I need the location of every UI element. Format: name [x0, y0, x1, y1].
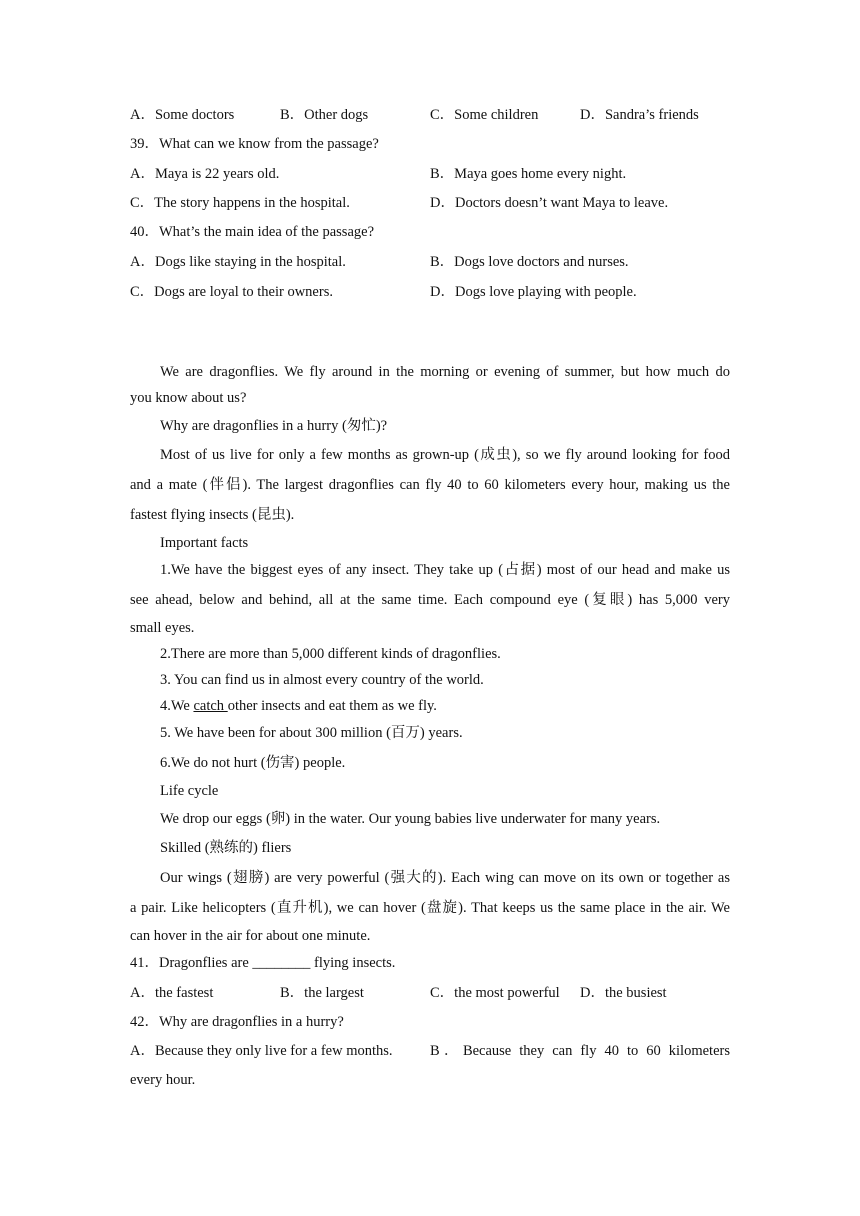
- passage-skilled-line-3: can hover in the air for about one minute.: [130, 928, 371, 944]
- passage-life-cycle-text: We drop our eggs (卵) in the water. Our young babies live underwater for many years.: [160, 811, 661, 827]
- q38-option-d: D．Sandra’s friends: [580, 107, 699, 123]
- q38-option-c: C．Some children: [430, 107, 539, 123]
- q41-option-c: C．the most powerful: [430, 985, 560, 1001]
- passage-fact1-line-2: see ahead, below and behind, all at the same time. Each compound eye (复眼) has 5,000 very: [130, 592, 730, 608]
- passage-heading-facts: Important facts: [160, 535, 249, 551]
- q41-option-d: D．the busiest: [580, 985, 667, 1001]
- passage-fact-4: [160, 697, 437, 715]
- q40-option-a: A．Dogs like staying in the hospital.: [130, 254, 346, 270]
- q42-option-b: B．Because they can fly 40 to 60 kilometers: [430, 1043, 730, 1059]
- passage-intro-line-1: We are dragonflies. We fly around in the morning or evening of summer, but how much do: [160, 364, 730, 380]
- passage-heading-hurry: Why are dragonflies in a hurry (匆忙)?: [160, 418, 388, 434]
- q40-stem: 40．What’s the main idea of the passage?: [130, 224, 375, 240]
- q41-option-b: B．the largest: [280, 985, 364, 1001]
- passage-skilled-line-1: Our wings (翅膀) are very powerful (强大的). Each wing can move on its own or together as: [160, 870, 730, 886]
- q39-option-a: A．Maya is 22 years old.: [130, 166, 280, 182]
- fact4-suffix: other insects and eat them as we fly.: [227, 698, 437, 714]
- q41-option-a: A．the fastest: [130, 985, 214, 1001]
- q42-option-a: A．Because they only live for a few months.: [130, 1043, 393, 1059]
- passage-fact-2: 2.There are more than 5,000 different kinds of dragonflies.: [160, 646, 501, 662]
- q39-option-b: B．Maya goes home every night.: [430, 166, 627, 182]
- passage-fact1-line-3: small eyes.: [130, 620, 195, 636]
- q38-option-a: A．Some doctors: [130, 107, 235, 123]
- q39-option-d: D．Doctors doesn’t want Maya to leave.: [430, 195, 669, 211]
- q39-stem: 39．What can we know from the passage?: [130, 136, 379, 152]
- passage-fact-3: 3. You can find us in almost every country of the world.: [160, 672, 484, 688]
- q42-stem: 42．Why are dragonflies in a hurry?: [130, 1014, 344, 1030]
- passage-fact1-line-1: 1.We have the biggest eyes of any insect. They take up (占据) most of our head and make us: [160, 562, 730, 578]
- passage-heading-skilled: Skilled (熟练的) fliers: [160, 840, 292, 856]
- q38-option-b: B．Other dogs: [280, 107, 369, 123]
- passage-intro-line-2: you know about us?: [130, 390, 247, 406]
- passage-fact-6: 6.We do not hurt (伤害) people.: [160, 755, 346, 771]
- passage-hurry-line-3: fastest flying insects (昆虫).: [130, 507, 295, 523]
- q42-option-b-continued: every hour.: [130, 1072, 196, 1088]
- passage-hurry-line-2: and a mate (伴侣). The largest dragonflies can fly 40 to 60 kilometers every hour, making us the: [130, 477, 730, 493]
- q40-option-c: C．Dogs are loyal to their owners.: [130, 284, 333, 300]
- fact4-prefix: 4.We: [160, 698, 194, 714]
- passage-hurry-line-1: Most of us live for only a few months as grown-up (成虫), so we fly around looking for food: [160, 447, 730, 463]
- q40-option-b: B．Dogs love doctors and nurses.: [430, 254, 629, 270]
- q40-option-d: D．Dogs love playing with people.: [430, 284, 637, 300]
- passage-skilled-line-2: a pair. Like helicopters (直升机), we can hover (盘旋). That keeps us the same place in the air. We: [130, 900, 730, 916]
- fact4-underlined-word: catch: [193, 698, 228, 714]
- q41-stem: 41．Dragonflies are ________ flying insects.: [130, 955, 396, 971]
- passage-fact-5: 5. We have been for about 300 million (百万) years.: [160, 725, 463, 741]
- passage-heading-life-cycle: Life cycle: [160, 783, 219, 799]
- q39-option-c: C．The story happens in the hospital.: [130, 195, 350, 211]
